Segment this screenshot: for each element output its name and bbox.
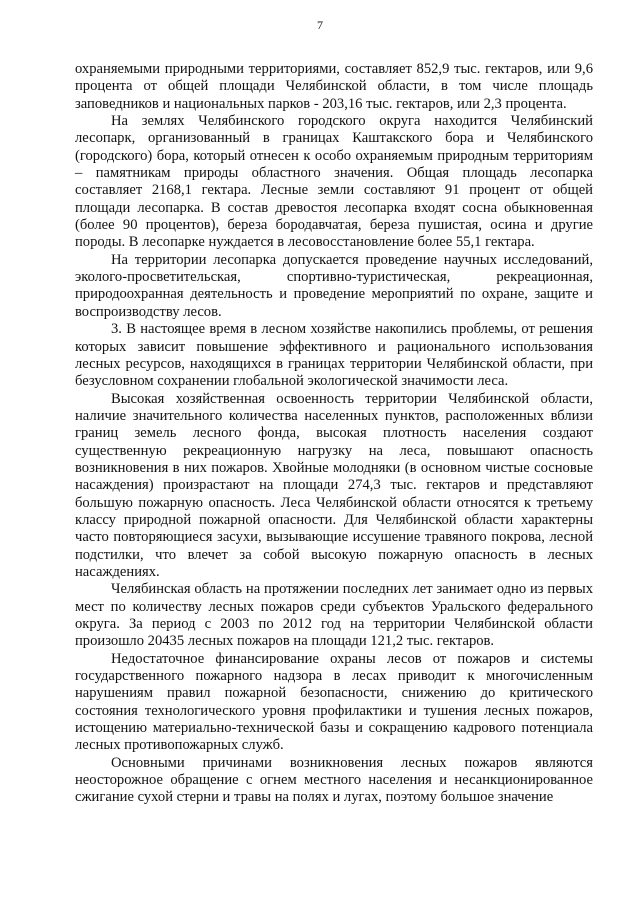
paragraph-fire-statistics: Челябинская область на протяжении последних лет занимает одно из первых мест по количеству лесных пожаров среди субъектов Уральского федерального округа. За период с 2003 по 2012 год на территории Челябинской области произошло 20435 лесных пожаров на площади 121,2 тыс. гектаров. [75, 581, 593, 650]
paragraph-forestry-problems: 3. В настоящее время в лесном хозяйстве накопились проблемы, от решения которых зависит повышение эффективного и рационального использования лесных ресурсов, находящихся в границах территории Челябинской области, при безусловном сохранении глобальной экологической значимости леса. [75, 321, 593, 390]
paragraph-fire-hazard: Высокая хозяйственная освоенность территории Челябинской области, наличие значительного количества населенных пунктов, расположенных вблизи границ земель лесного фонда, высокая плотность населения создают существенную рекреационную нагрузку на леса, повышают опасность возникновения в них пожаров. Хвойные молодняки (в основном чистые сосновые насаждения) произрастают на площади 274,3 тыс. гектаров и представляют большую пожарную опасность. Леса Челябинской области относятся к третьему классу природной пожарной опасности. Для Челябинской области характерны часто повторяющиеся засухи, вызывающие иссушение травяного покрова, лесной подстилки, что влечет за собой высокую пожарную опасность в лесных насаждениях. [75, 390, 593, 580]
page-number: 7 [317, 18, 323, 32]
paragraph-fire-causes: Основными причинами возникновения лесных пожаров являются неосторожное обращение с огнем местного населения и несанкционированное сжигание сухой стерни и травы на полях и лугах, поэтому большое значение [75, 754, 593, 806]
paragraph-protected-territories: охраняемыми природными территориями, составляет 852,9 тыс. гектаров, или 9,6 процента от общей площади Челябинской области, в том числе площадь заповедников и национальных парков - 203,16 тыс. гектаров, или 2,3 процента. [75, 61, 593, 112]
paragraph-permitted-activities: На территории лесопарка допускается проведение научных исследований, эколого-просветительская, спортивно-туристическая, рекреационная, природоохранная деятельность и проведение мероприятий по охране, защите и воспроизводству лесов. [75, 251, 593, 320]
document-body [75, 61, 593, 807]
paragraph-insufficient-funding: Недостаточное финансирование охраны лесов от пожаров и системы государственного пожарного надзора в лесах приводит к многочисленным нарушениям правил пожарной безопасности, снижению до критического состояния технологического уровня профилактики и тушения лесных пожаров, истощению материально-технической базы и сокращению кадрового потенциала лесных противопожарных служб. [75, 650, 593, 754]
paragraph-forest-park: На землях Челябинского городского округа находится Челябинский лесопарк, организованный в границах Каштакского бора и Челябинского (городского) бора, который отнесен к особо охраняемым природным территориям – памятникам природы областного значения. Общая площадь лесопарка составляет 2168,1 гектара. Лесные земли составляют 91 процент от общей площади лесопарка. В состав древостоя лесопарка входят сосна обыкновенная (более 90 процентов), береза бородавчатая, береза пушистая, осина и другие породы. В лесопарке нуждается в лесовосстановление более 55,1 гектара. [75, 113, 593, 251]
